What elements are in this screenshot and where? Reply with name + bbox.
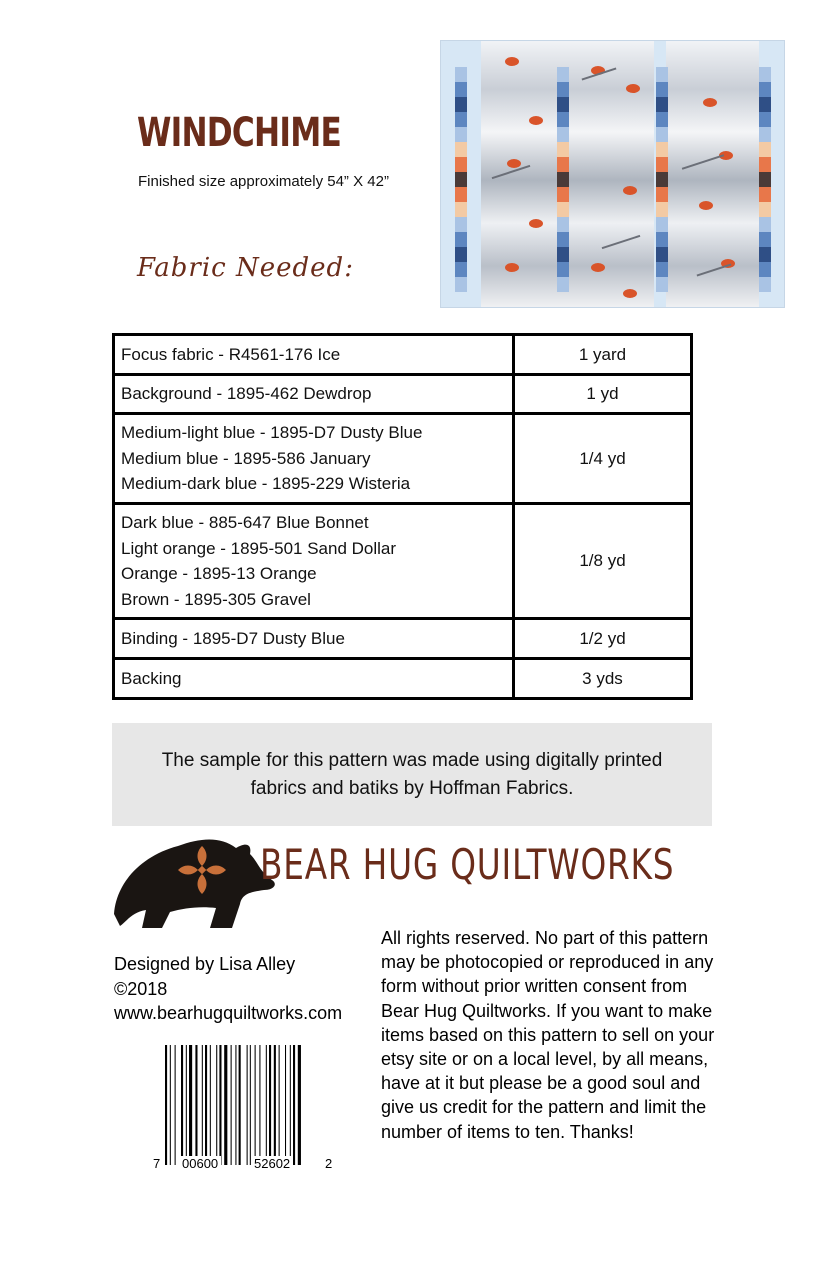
strip-block xyxy=(557,277,569,292)
strip-block xyxy=(557,97,569,112)
robin-motif xyxy=(529,116,543,125)
barcode-bar xyxy=(259,1045,260,1165)
strip-block xyxy=(759,112,771,127)
fabric-amount-cell: 1/4 yd xyxy=(514,414,692,504)
robin-motif xyxy=(699,201,713,210)
copyright-notice: ©2018 xyxy=(114,978,168,999)
pieced-strip xyxy=(656,67,668,292)
strip-block xyxy=(656,262,668,277)
fabric-item: Medium blue - 1895-586 January xyxy=(121,448,371,468)
barcode-bar xyxy=(205,1045,207,1165)
fabric-row xyxy=(114,414,692,504)
barcode-right-digits: 52602 xyxy=(251,1156,293,1172)
strip-block xyxy=(557,112,569,127)
strip-block xyxy=(759,157,771,172)
fabric-item: Medium-dark blue - 1895-229 Wisteria xyxy=(121,474,411,494)
fabric-amount-cell: 1 yd xyxy=(514,375,692,414)
strip-block xyxy=(455,217,467,232)
fabric-item: Brown - 1895-305 Gravel xyxy=(121,589,311,609)
fabric-row xyxy=(114,504,692,619)
strip-block xyxy=(557,232,569,247)
barcode-bar xyxy=(255,1045,256,1165)
robin-motif xyxy=(505,57,519,66)
strip-block xyxy=(759,172,771,187)
strip-block xyxy=(759,127,771,142)
barcode-bar xyxy=(285,1045,286,1165)
barcode-check-digit: 2 xyxy=(325,1156,333,1171)
fabric-item: Binding - 1895-D7 Dusty Blue xyxy=(121,628,345,648)
brand-name: BEAR HUG QUILTWORKS xyxy=(260,840,675,889)
strip-block xyxy=(557,187,569,202)
website-link[interactable]: www.bearhugquiltworks.com xyxy=(114,1003,343,1023)
strip-block xyxy=(455,262,467,277)
barcode-bar xyxy=(175,1045,176,1165)
barcode-bar xyxy=(274,1045,276,1165)
barcode-bar xyxy=(298,1045,301,1165)
fabric-description-cell xyxy=(114,504,514,619)
barcode-bar xyxy=(269,1045,271,1165)
sample-notice-line: fabrics and batiks by Hoffman Fabrics. xyxy=(250,777,574,799)
strip-block xyxy=(656,67,668,82)
pieced-strip xyxy=(759,67,771,292)
strip-block xyxy=(455,172,467,187)
strip-block xyxy=(656,277,668,292)
barcode-bar xyxy=(279,1045,280,1165)
robin-motif xyxy=(623,289,637,298)
fabric-description-cell xyxy=(114,335,514,375)
focus-fabric-panel xyxy=(666,41,759,308)
barcode-bar xyxy=(290,1045,291,1165)
strip-block xyxy=(656,247,668,262)
strip-block xyxy=(455,277,467,292)
fabric-needed-heading: Fabric Needed: xyxy=(137,253,354,283)
strip-block xyxy=(656,217,668,232)
strip-block xyxy=(656,82,668,97)
fabric-description-cell xyxy=(114,414,514,504)
robin-motif xyxy=(626,84,640,93)
quilt-preview-image xyxy=(440,40,785,308)
fabric-item: Backing xyxy=(121,668,182,688)
robin-motif xyxy=(505,263,519,272)
fabric-row xyxy=(114,659,692,699)
barcode-bar xyxy=(186,1045,187,1165)
credits xyxy=(114,952,342,1026)
barcode-bar xyxy=(181,1045,183,1165)
fabric-item: Background - 1895-462 Dewdrop xyxy=(121,384,372,404)
pattern-title: WINDCHIME xyxy=(137,110,341,156)
strip-block xyxy=(759,262,771,277)
strip-block xyxy=(455,247,467,262)
finished-size: Finished size approximately 54” X 42” xyxy=(138,173,389,190)
barcode-bar xyxy=(224,1045,227,1165)
strip-block xyxy=(759,232,771,247)
strip-block xyxy=(455,232,467,247)
strip-block xyxy=(455,82,467,97)
fabric-description-cell xyxy=(114,375,514,414)
fabric-amount-cell: 1/8 yd xyxy=(514,504,692,619)
strip-block xyxy=(656,142,668,157)
strip-block xyxy=(557,142,569,157)
strip-block xyxy=(455,142,467,157)
sample-notice xyxy=(112,723,712,826)
rights-notice: All rights reserved. No part of this pattern may be photocopied or reproduced in any form without prior written consent from Bear Hug Quiltworks. If you want to make items based on this pattern to sell on your etsy site or on a local level, by all means, have at it but please be a good soul and give us credit for the pattern and limit the number of items to ten. Thanks! xyxy=(381,928,715,1142)
strip-block xyxy=(759,277,771,292)
barcode-bar xyxy=(250,1045,251,1165)
strip-block xyxy=(455,157,467,172)
barcode xyxy=(153,1040,335,1178)
fabric-amount-cell: 1 yard xyxy=(514,335,692,375)
robin-motif xyxy=(591,263,605,272)
fabric-requirements-table xyxy=(112,333,693,700)
barcode-bar xyxy=(266,1045,267,1165)
fabric-item: Orange - 1895-13 Orange xyxy=(121,564,317,583)
strip-block xyxy=(656,172,668,187)
barcode-bar xyxy=(216,1045,217,1165)
strip-block xyxy=(455,67,467,82)
strip-block xyxy=(557,202,569,217)
strip-block xyxy=(759,247,771,262)
strip-block xyxy=(557,217,569,232)
fabric-amount-cell: 1/2 yd xyxy=(514,619,692,659)
barcode-bar xyxy=(195,1045,197,1165)
barcode-bar xyxy=(219,1045,221,1165)
fabric-item: Dark blue - 885-647 Blue Bonnet xyxy=(121,513,369,532)
barcode-bar xyxy=(235,1045,236,1165)
strip-block xyxy=(455,112,467,127)
barcode-bar xyxy=(170,1045,171,1165)
strip-block xyxy=(759,97,771,112)
strip-block xyxy=(455,97,467,112)
pieced-strip xyxy=(557,67,569,292)
strip-block xyxy=(455,202,467,217)
barcode-bar xyxy=(293,1045,295,1165)
fabric-description-cell xyxy=(114,659,514,699)
barcode-bar xyxy=(189,1045,192,1165)
barcode-bar xyxy=(210,1045,211,1165)
strip-block xyxy=(759,187,771,202)
fabric-description-cell xyxy=(114,619,514,659)
strip-block xyxy=(557,82,569,97)
strip-block xyxy=(656,232,668,247)
fabric-row xyxy=(114,375,692,414)
robin-motif xyxy=(507,159,521,168)
sample-notice-line: The sample for this pattern was made using digitally printed xyxy=(161,749,663,771)
focus-fabric-panel xyxy=(578,41,654,308)
barcode-bar xyxy=(165,1045,167,1165)
fabric-item: Medium-light blue - 1895-D7 Dusty Blue xyxy=(121,423,423,443)
strip-block xyxy=(656,112,668,127)
strip-block xyxy=(557,262,569,277)
strip-block xyxy=(656,97,668,112)
robin-motif xyxy=(703,98,717,107)
robin-motif xyxy=(529,219,543,228)
fabric-item: Light orange - 1895-501 Sand Dollar xyxy=(121,538,397,558)
barcode-system-digit: 7 xyxy=(153,1156,161,1171)
fabric-item: Focus fabric - R4561-176 Ice xyxy=(121,344,341,364)
fabric-row xyxy=(114,335,692,375)
strip-block xyxy=(455,187,467,202)
strip-block xyxy=(557,247,569,262)
designer-credit: Designed by Lisa Alley xyxy=(114,954,296,974)
strip-block xyxy=(557,67,569,82)
strip-block xyxy=(656,127,668,142)
strip-block xyxy=(759,142,771,157)
barcode-bar xyxy=(231,1045,232,1165)
barcode-left-digits: 00600 xyxy=(179,1156,221,1172)
barcode-bar xyxy=(239,1045,241,1165)
robin-motif xyxy=(623,186,637,195)
barcode-bar xyxy=(247,1045,248,1165)
strip-block xyxy=(759,67,771,82)
strip-block xyxy=(557,127,569,142)
strip-block xyxy=(759,202,771,217)
barcode-bars xyxy=(165,1045,323,1165)
strip-block xyxy=(656,157,668,172)
strip-block xyxy=(557,157,569,172)
strip-block xyxy=(656,202,668,217)
strip-block xyxy=(759,82,771,97)
strip-block xyxy=(557,172,569,187)
fabric-row xyxy=(114,619,692,659)
strip-block xyxy=(656,187,668,202)
pieced-strip xyxy=(455,67,467,292)
strip-block xyxy=(455,127,467,142)
strip-block xyxy=(759,217,771,232)
fabric-amount-cell: 3 yds xyxy=(514,659,692,699)
barcode-bar xyxy=(202,1045,203,1165)
